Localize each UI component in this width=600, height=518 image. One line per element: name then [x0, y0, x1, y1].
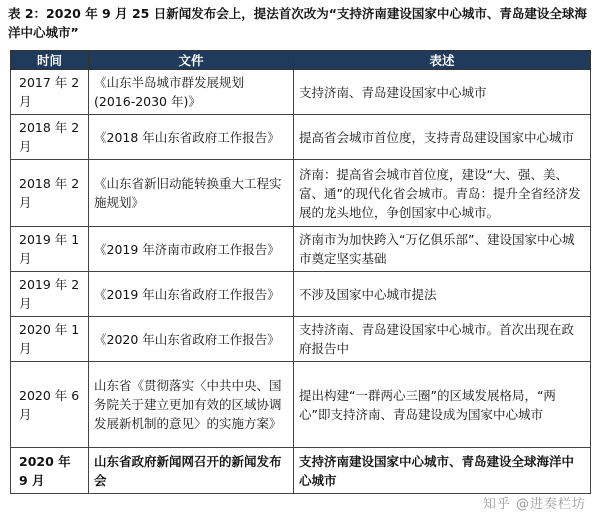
cell-statement: 不涉及国家中心城市提法 [294, 272, 591, 317]
cell-time: 2019 年 2 月 [11, 272, 89, 317]
table-row [11, 115, 591, 160]
cell-statement: 支持济南、青岛建设国家中心城市。首次出现在政府报告中 [294, 317, 591, 362]
cell-document: 《2019 年山东省政府工作报告》 [89, 272, 294, 317]
table-row [11, 272, 591, 317]
cell-document: 山东省《贯彻落实〈中共中央、国务院关于建立更加有效的区域协调发展新机制的意见〉的实施方案》 [89, 362, 294, 448]
cell-document: 《山东半岛城市群发展规划 (2016-2030 年)》 [89, 70, 294, 115]
policy-table [10, 50, 591, 494]
cell-statement: 济南：提高省会城市首位度，建设“大、强、美、富、通”的现代化省会城市。青岛：提升全省经济发展的龙头地位，争创国家中心城市。 [294, 160, 591, 227]
cell-time: 2018 年 2 月 [11, 115, 89, 160]
table-row [11, 448, 591, 494]
header-time: 时间 [11, 51, 89, 70]
table-row [11, 160, 591, 227]
table-row [11, 227, 591, 272]
cell-statement: 支持济南建设国家中心城市、青岛建设全球海洋中心城市 [294, 448, 591, 494]
watermark: 知乎 @进奏栏坊 [482, 497, 586, 512]
cell-time: 2020 年 6 月 [11, 362, 89, 448]
cell-statement: 提高省会城市首位度，支持青岛建设国家中心城市 [294, 115, 591, 160]
cell-document: 《2019 年济南市政府工作报告》 [89, 227, 294, 272]
cell-time: 2018 年 2 月 [11, 160, 89, 227]
cell-statement: 济南市为加快跨入“万亿俱乐部”、建设国家中心城市奠定坚实基础 [294, 227, 591, 272]
cell-statement: 提出构建“一群两心三圈”的区域发展格局，“两心”即支持济南、青岛建设成为国家中心城市 [294, 362, 591, 448]
header-document: 文件 [89, 51, 294, 70]
table-row [11, 70, 591, 115]
cell-document: 《山东省新旧动能转换重大工程实施规划》 [89, 160, 294, 227]
cell-document: 《2018 年山东省政府工作报告》 [89, 115, 294, 160]
table-header-row [11, 51, 591, 70]
cell-document: 山东省政府新闻网召开的新闻发布会 [89, 448, 294, 494]
header-statement: 表述 [294, 51, 591, 70]
table-caption: 表 2：2020 年 9 月 25 日新闻发布会上，提法首次改为“支持济南建设国家中心城市、青岛建设全球海洋中心城市” [8, 6, 587, 40]
cell-document: 《2020 年山东省政府工作报告》 [89, 317, 294, 362]
table-row [11, 317, 591, 362]
cell-statement: 支持济南、青岛建设国家中心城市 [294, 70, 591, 115]
cell-time: 2017 年 2 月 [11, 70, 89, 115]
table-row [11, 362, 591, 448]
cell-time: 2020 年 9 月 [11, 448, 89, 494]
cell-time: 2020 年 1 月 [11, 317, 89, 362]
cell-time: 2019 年 1 月 [11, 227, 89, 272]
